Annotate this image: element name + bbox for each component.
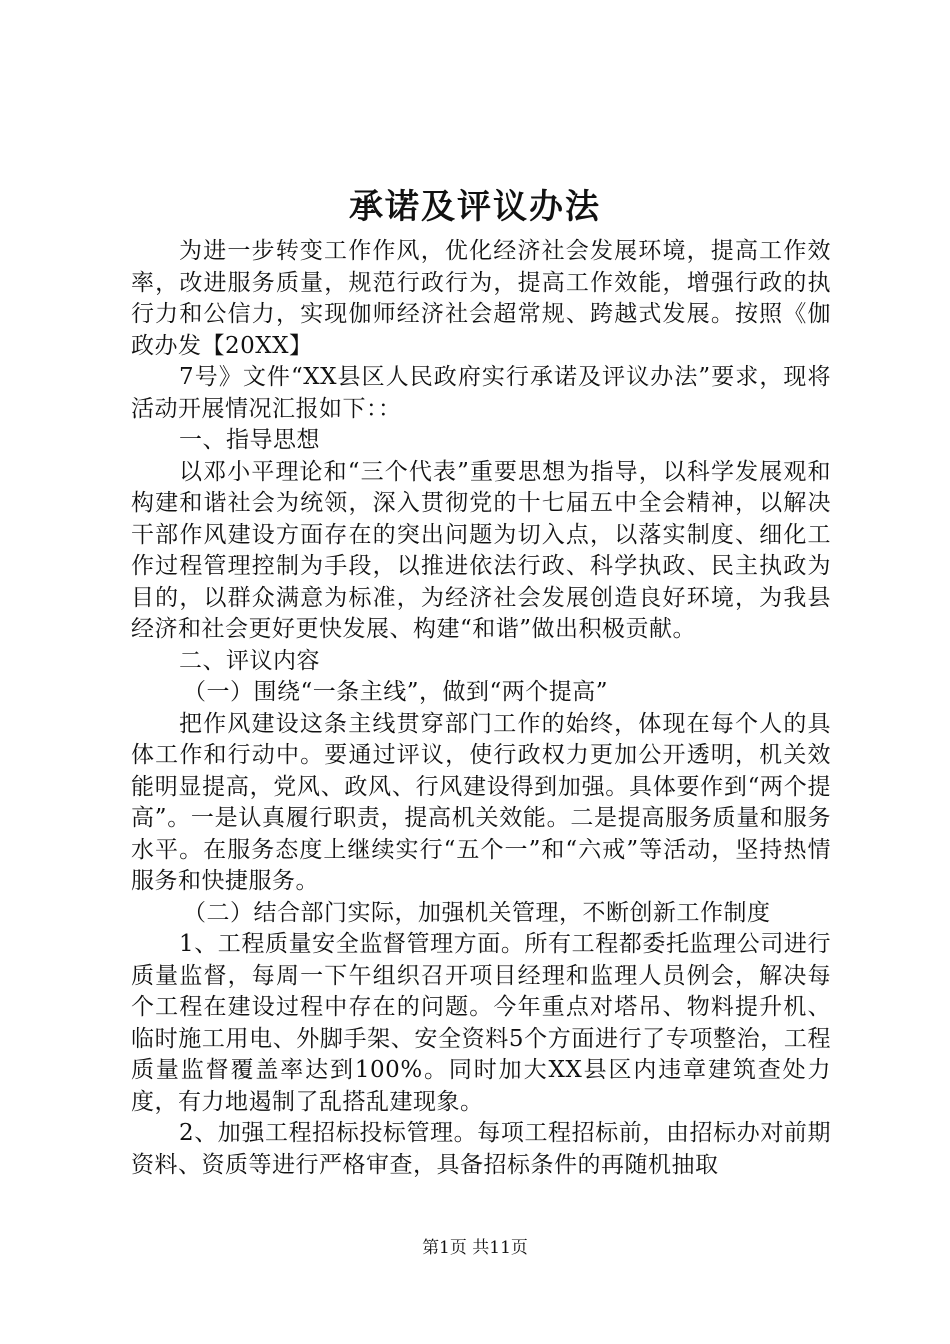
paragraph: 以邓小平理论和“三个代表”重要思想为指导，以科学发展观和构建和谐社会为统领，深入贯彻党的十七届五中全会精神，以解决干部作风建设方面存在的突出问题为切入点，以落实制度、细化工作过程管理控制为手段，以推进依法行政、科学执政、民主执政为目的，以群众满意为标准，为经济社会发展创造良好环境，为我县经济和社会更好更快发展、构建“和谐”做出积极贡献。 (131, 458, 831, 642)
subsection-heading: （一）围绕“一条主线”，做到“两个提高” (183, 679, 609, 705)
paragraph: 2、加强工程招标投标管理。每项工程招标前，由招标办对前期资料、资质等进行严格审查，具备招标条件的再随机抽取 (131, 1120, 831, 1178)
paragraph: 把作风建设这条主线贯穿部门工作的始终，体现在每个人的具体工作和行动中。要通过评议，使行政权力更加公开透明，机关效能明显提高，党风、政风、行风建设得到加强。具体要作到“两个提高”。一是认真履行职责，提高机关效能。二是提高服务质量和服务水平。在服务态度上继续实行“五个一”和“六戒”等活动，坚持热情服务和快捷服务。 (131, 710, 831, 894)
subsection-heading: （二）结合部门实际，加强机关管理，不断创新工作制度 (183, 899, 771, 926)
document-body (131, 236, 831, 1181)
section-heading: 一、指导思想 (179, 427, 320, 453)
document-title: 承诺及评议办法 (349, 187, 601, 227)
paragraph: 7号》文件“XX县区人民政府实行承诺及评议办法”要求，现将活动开展情况汇报如下：： (131, 364, 831, 422)
paragraph: 为进一步转变工作作风，优化经济社会发展环境，提高工作效率，改进服务质量，规范行政行为，提高工作效能，增强行政的执行力和公信力，实现伽师经济社会超常规、跨越式发展。按照《伽政办发【20XX】 (131, 238, 831, 359)
paragraph: 1、工程质量安全监督管理方面。所有工程都委托监理公司进行质量监督，每周一下午组织召开项目经理和监理人员例会，解决每个工程在建设过程中存在的问题。今年重点对塔吊、物料提升机、临时施工用电、外脚手架、安全资料5个方面进行了专项整治，工程质量监督覆盖率达到100%。同时加大XX县区内违章建筑查处力度，有力地遏制了乱搭乱建现象。 (131, 931, 831, 1115)
section-heading: 二、评议内容 (179, 647, 320, 674)
page-footer: 第1页 共11页 (422, 1238, 528, 1258)
